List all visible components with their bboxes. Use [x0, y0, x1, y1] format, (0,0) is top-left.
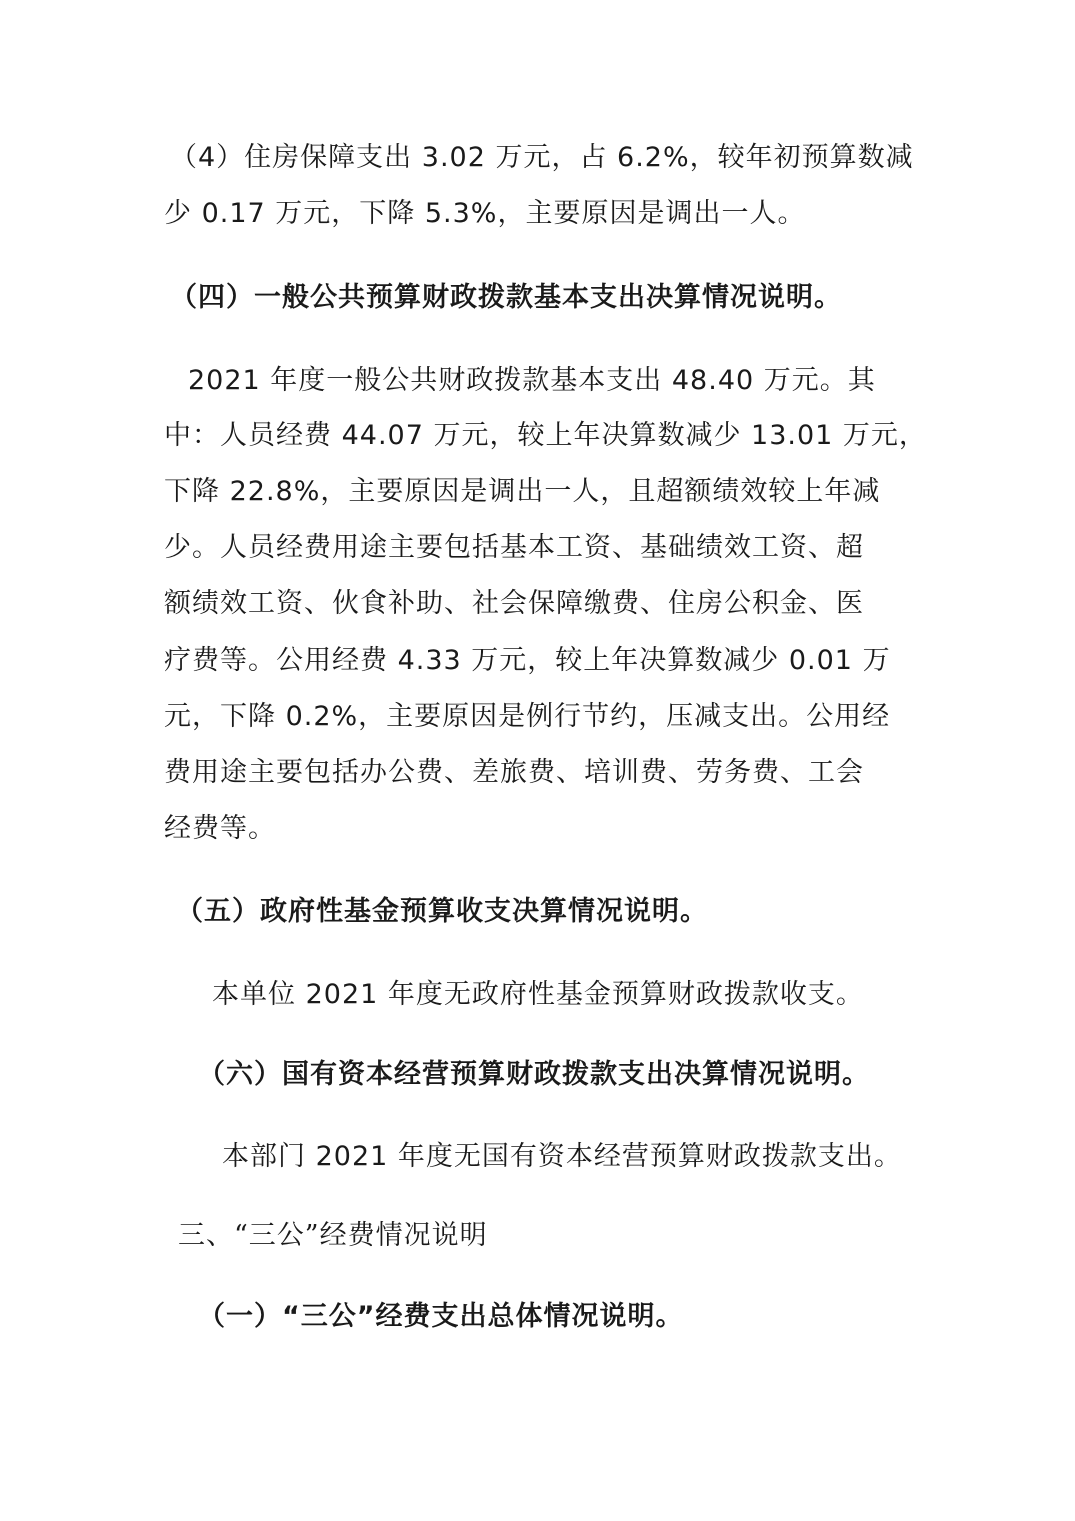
basic-expenditure-line-9: 经费等。	[164, 813, 276, 844]
housing-paragraph-line-1: （4）住房保障支出 3.02 万元，占 6.2%，较年初预算数减	[170, 142, 914, 173]
basic-expenditure-line-8: 费用途主要包括办公费、差旅费、培训费、劳务费、工会	[164, 757, 864, 788]
basic-expenditure-line-4: 少。人员经费用途主要包括基本工资、基础绩效工资、超	[164, 532, 864, 563]
state-capital-paragraph: 本部门 2021 年度无国有资本经营预算财政拨款支出。	[222, 1141, 902, 1172]
basic-expenditure-line-6: 疗费等。公用经费 4.33 万元，较上年决算数减少 0.01 万	[164, 645, 891, 676]
heading-section-3-1: （一）“三公”经费支出总体情况说明。	[198, 1301, 684, 1332]
basic-expenditure-line-3: 下降 22.8%，主要原因是调出一人，且超额绩效较上年减	[164, 476, 881, 507]
heading-section-4: （四）一般公共预算财政拨款基本支出决算情况说明。	[170, 282, 842, 313]
gov-fund-paragraph: 本单位 2021 年度无政府性基金预算财政拨款收支。	[212, 979, 864, 1010]
heading-section-6: （六）国有资本经营预算财政拨款支出决算情况说明。	[198, 1059, 870, 1090]
basic-expenditure-line-2: 中：人员经费 44.07 万元，较上年决算数减少 13.01 万元，	[164, 420, 927, 451]
heading-section-5: （五）政府性基金预算收支决算情况说明。	[176, 896, 708, 927]
basic-expenditure-line-5: 额绩效工资、伙食补助、社会保障缴费、住房公积金、医	[164, 588, 864, 619]
basic-expenditure-line-1: 2021 年度一般公共财政拨款基本支出 48.40 万元。其	[188, 365, 876, 396]
housing-paragraph-line-2: 少 0.17 万元，下降 5.3%，主要原因是调出一人。	[164, 198, 806, 229]
section-3-title: 三、“三公”经费情况说明	[178, 1220, 488, 1251]
basic-expenditure-line-7: 元，下降 0.2%，主要原因是例行节约，压减支出。公用经	[164, 701, 891, 732]
